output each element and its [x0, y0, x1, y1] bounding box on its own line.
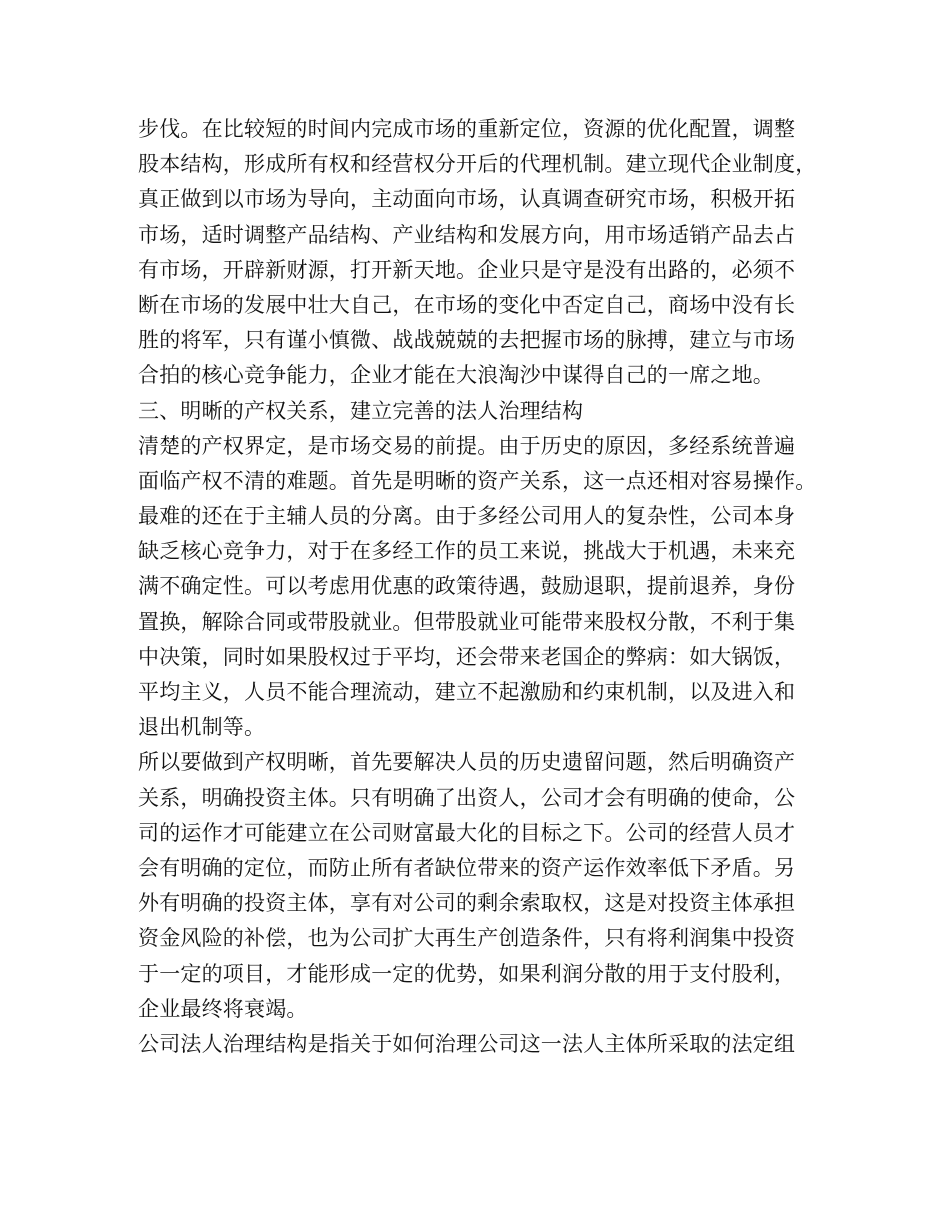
text-line: 市场，适时调整产品结构、产业结构和发展方向，用市场适销产品去占: [138, 222, 796, 247]
text-line: 置换，解除合同或带股就业。但带股就业可能带来股权分散，不利于集: [138, 609, 796, 634]
text-line: 于一定的项目，才能形成一定的优势，如果利润分散的用于支付股利，: [138, 961, 796, 986]
document-body: [138, 112, 818, 1062]
text-line: 清楚的产权界定，是市场交易的前提。由于历史的原因，多经系统普遍: [138, 433, 796, 458]
text-line: 资金风险的补偿，也为公司扩大再生产创造条件，只有将利润集中投资: [138, 926, 796, 951]
text-line: 缺乏核心竞争力，对于在多经工作的员工来说，挑战大于机遇，未来充: [138, 539, 796, 564]
text-line: 平均主义，人员不能合理流动，建立不起激励和约束机制，以及进入和: [138, 680, 796, 704]
text-line: 真正做到以市场为导向，主动面向市场，认真调查研究市场，积极开拓: [138, 187, 796, 212]
text-line: 有市场，开辟新财源，打开新天地。企业只是守是没有出路的，必须不: [138, 257, 796, 282]
text-line: 步伐。在比较短的时间内完成市场的重新定位，资源的优化配置，调整: [138, 117, 796, 141]
text-line: 胜的将军，只有谨小慎微、战战兢兢的去把握市场的脉搏，建立与市场: [138, 328, 796, 353]
text-line: 满不确定性。可以考虑用优惠的政策待遇，鼓励退职，提前退养，身份: [138, 574, 796, 599]
section-heading: 三、明晰的产权关系，建立完善的法人治理结构: [138, 398, 584, 423]
text-line: 合拍的核心竞争能力，企业才能在大浪淘沙中谋得自己的一席之地。: [138, 363, 774, 388]
text-line: 中决策，同时如果股权过于平均，还会带来老国企的弊病：如大锅饭，: [138, 644, 796, 669]
text-line: 司的运作才可能建立在公司财富最大化的目标之下。公司的经营人员才: [138, 820, 796, 845]
text-line: 外有明确的投资主体，享有对公司的剩余索取权，这是对投资主体承担: [138, 891, 796, 916]
text-line: 面临产权不清的难题。首先是明晰的资产关系，这一点还相对容易操作。: [138, 468, 817, 493]
text-line: 公司法人治理结构是指关于如何治理公司这一法人主体所采取的法定组: [138, 1031, 796, 1056]
text-line: 最难的还在于主辅人员的分离。由于多经公司用人的复杂性，公司本身: [138, 504, 796, 529]
text-line: 所以要做到产权明晰，首先要解决人员的历史遗留问题，然后明确资产: [138, 750, 796, 775]
text-line: 退出机制等。: [138, 715, 266, 740]
text-line: 关系，明确投资主体。只有明确了出资人，公司才会有明确的使命，公: [138, 785, 796, 810]
text-line: 断在市场的发展中壮大自己，在市场的变化中否定自己，商场中没有长: [138, 292, 796, 317]
text-line: 股本结构，形成所有权和经营权分开后的代理机制。建立现代企业制度，: [138, 152, 817, 177]
text-line: 会有明确的定位，而防止所有者缺位带来的资产运作效率低下矛盾。另: [138, 855, 796, 880]
text-line: 企业最终将衰竭。: [138, 996, 308, 1021]
